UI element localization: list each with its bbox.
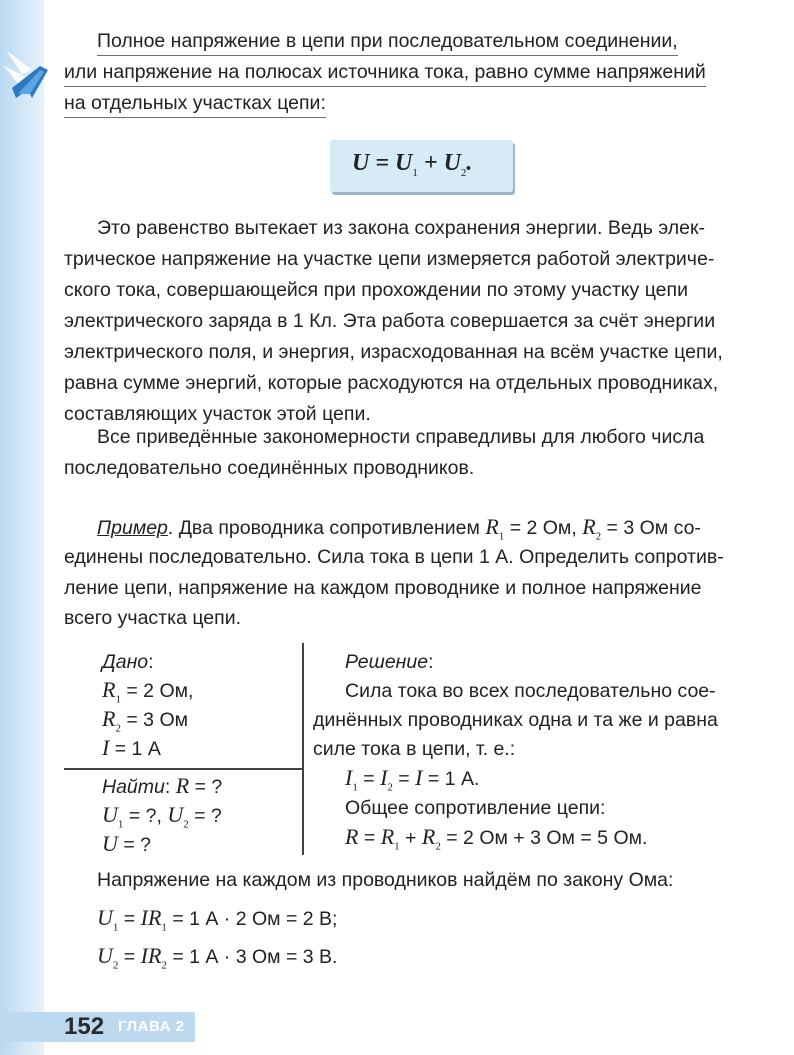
para1-line: Это равенство вытекает из закона сохранения энергии. Ведь элек-	[97, 217, 706, 239]
page-number: 152	[64, 1013, 105, 1040]
intro-line-1: Полное напряжение в цепи при последовательном соединении,	[97, 27, 678, 56]
para2-line: последовательно соединённых проводников.	[64, 457, 475, 479]
para1-line: равна сумме энергий, которые расходуются на отдельных проводниках,	[64, 372, 719, 394]
para1-line: электрического заряда в 1 Кл. Эта работа совершается за счёт энергии	[64, 310, 716, 332]
intro-line-3: на отдельных участках цепи:	[64, 89, 326, 118]
solution-line-3: силе тока в цепи, т. е.:	[313, 738, 516, 760]
example-line-4: всего участка цепи.	[64, 607, 242, 629]
total-resistance-equation: $R = R_1 + R_2 = 2$ Ом + 3 Ом = 5 Ом.	[345, 824, 648, 853]
key-point-arrow-icon	[2, 40, 62, 120]
para1-line: трическое напряжение на участке цепи измеряется работой электриче-	[64, 248, 715, 270]
given-heading: Дано:	[102, 651, 154, 673]
example-line-3: ление цепи, напряжение на каждом проводнике и полное напряжение	[64, 577, 702, 599]
total-resistance-label: Общее сопротивление цепи:	[345, 797, 606, 819]
para2-line: Все приведённые закономерности справедливы для любого числа	[97, 426, 705, 448]
table-horizontal-divider	[64, 768, 303, 770]
para1-line: ского тока, совершающейся при прохождении по этому участку цепи	[64, 279, 688, 301]
example-line-1: Пример. Два проводника сопротивлением $R_1 = 2$ Ом, $R_2 = 3$ Ом со-	[97, 514, 701, 543]
find-u: U = ?	[102, 831, 151, 856]
solution-line-1: Сила тока во всех последовательно сое-	[345, 680, 716, 702]
find-u1-u2: $U_1$ = ?, $U_2$ = ?	[102, 802, 222, 831]
para1-line: электрического поля, и энергия, израсходованная на всём участке цепи,	[64, 341, 723, 363]
series-voltage-formula: $U = U_1 + U_2$.	[352, 150, 473, 179]
current-equation: $I_1 = I_2 = I = 1$ А.	[345, 765, 480, 794]
example-label: Пример	[97, 517, 168, 539]
solution-line-2: динённых проводниках одна и та же и равна	[313, 709, 718, 731]
example-line-2: единены последовательно. Сила тока в цепи 1 А. Определить сопротив-	[64, 546, 724, 568]
chapter-label: ГЛАВА 2	[118, 1018, 185, 1035]
para1-line: составляющих участок этой цепи.	[64, 403, 371, 425]
ohm-intro: Напряжение на каждом из проводников найдём по закону Ома:	[97, 869, 674, 891]
given-r2: $R_2 = 3$ Ом	[102, 706, 189, 735]
solution-heading: Решение:	[345, 651, 434, 673]
u1-equation: $U_1 = IR_1 = 1$ А · 2 Ом = 2 В;	[97, 905, 338, 934]
u2-equation: $U_2 = IR_2 = 1$ А · 3 Ом = 3 В.	[97, 943, 338, 972]
intro-line-2: или напряжение на полюсах источника тока, равно сумме напряжений	[64, 58, 706, 87]
table-vertical-divider	[302, 643, 304, 855]
find-r: Найти: R = ?	[102, 773, 223, 798]
given-r1: $R_1 = 2$ Ом,	[102, 677, 194, 706]
given-i: I = 1 А	[102, 735, 161, 760]
margin-strip	[0, 0, 44, 1055]
